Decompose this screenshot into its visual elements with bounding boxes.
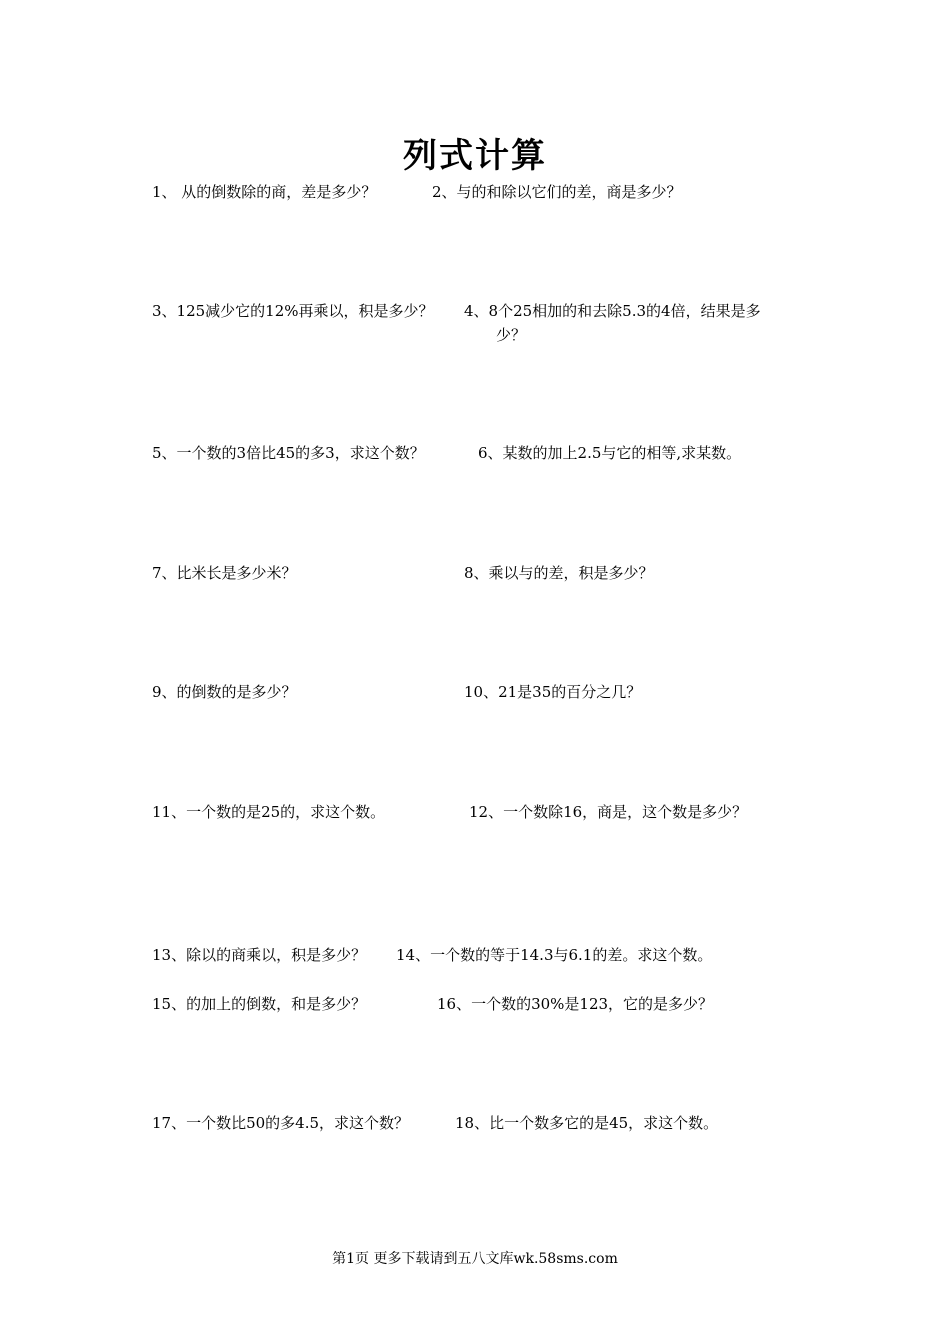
page-title: 列式计算 [403, 136, 547, 176]
question-3: 3、125减少它的12%再乘以，积是多少？ [152, 302, 434, 320]
question-13: 13、除以的商乘以，积是多少？ [152, 946, 367, 964]
question-12: 12、一个数除16，商是，这个数是多少？ [469, 803, 748, 821]
question-4 [464, 299, 761, 347]
question-16: 16、一个数的30%是123，它的是多少？ [437, 995, 714, 1013]
question-18: 18、比一个数多它的是45，求这个数。 [455, 1114, 719, 1132]
question-4-line-2: 少？ [496, 326, 527, 344]
question-8: 8、乘以与的差，积是多少？ [464, 564, 654, 582]
question-14: 14、一个数的等于14.3与6.1的差。求这个数。 [396, 946, 713, 964]
question-17: 17、一个数比50的多4.5，求这个数？ [152, 1114, 410, 1132]
question-5: 5、一个数的3倍比45的多3，求这个数？ [152, 444, 425, 462]
question-1: 1、 从的倒数除的商，差是多少？ [152, 183, 377, 201]
page-footer: 第1页 更多下载请到五八文库wk.58sms.com [332, 1251, 618, 1267]
question-2: 2、与的和除以它们的差，商是多少？ [432, 183, 682, 201]
question-10: 10、21是35的百分之几？ [464, 683, 642, 701]
question-15: 15、的加上的倒数，和是多少？ [152, 995, 367, 1013]
question-4-line-1: 4、8个25相加的和去除5.3的4倍，结果是多 [464, 302, 761, 320]
question-7: 7、比米长是多少米？ [152, 564, 297, 582]
question-11: 11、一个数的是25的，求这个数。 [152, 803, 386, 821]
question-6: 6、某数的加上2.5与它的相等,求某数。 [478, 444, 742, 462]
question-9: 9、的倒数的是多少？ [152, 683, 297, 701]
